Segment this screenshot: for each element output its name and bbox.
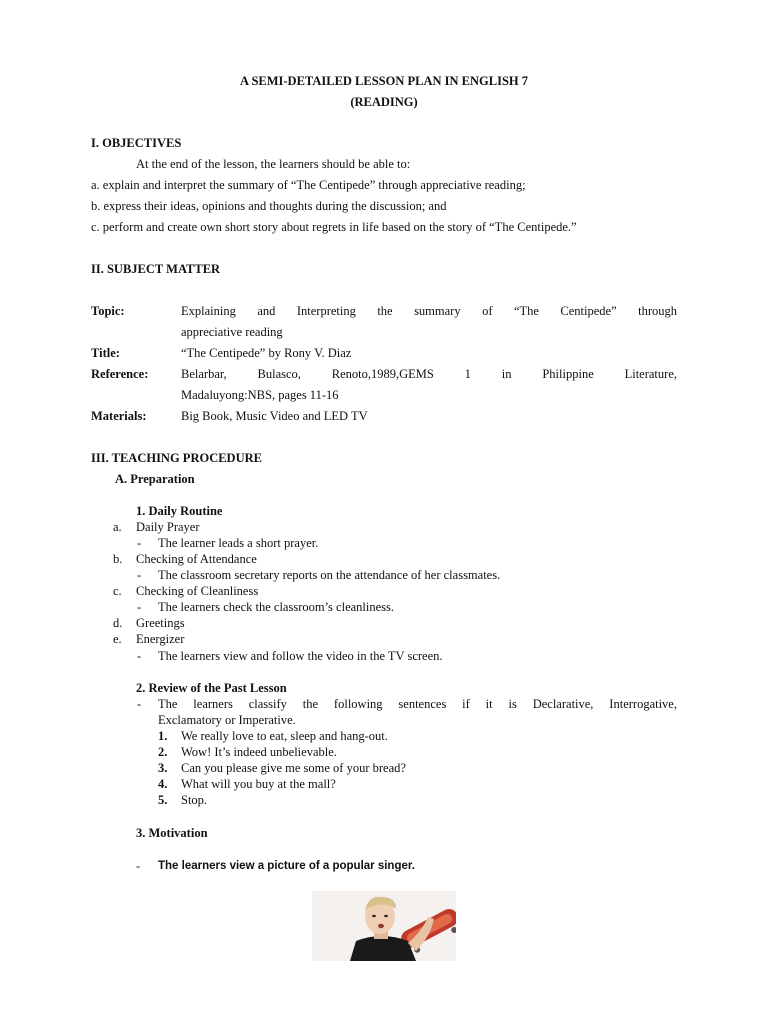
list-letter: e. [113,632,122,646]
section-preparation: A. Preparation [115,472,195,486]
routine-sub-item: The classroom secretary reports on the attendance of her classmates. [158,568,501,582]
topic-value: Explaining and Interpreting the summary of “The Centipede” through [181,304,677,318]
list-letter: a. [113,520,122,534]
sentence-number: 4. [158,777,168,791]
motivation-instruction: The learners view a picture of a popular singer. [158,860,415,872]
routine-sub-item: The learner leads a short prayer. [158,536,319,550]
materials-value: Big Book, Music Video and LED TV [181,409,368,423]
review-heading: 2. Review of the Past Lesson [136,681,287,695]
daily-routine-heading: 1. Daily Routine [136,504,223,518]
subject-matter-heading: II. SUBJECT MATTER [91,262,221,276]
objective-item: b. express their ideas, opinions and thoughts during the discussion; and [91,199,447,213]
review-sentence: Stop. [181,793,208,807]
review-sentence: Wow! It’s indeed unbelievable. [181,745,337,759]
dash-bullet: - [137,697,142,711]
document-subtitle: (READING) [350,95,418,109]
motivation-heading: 3. Motivation [136,826,208,840]
title-value: “The Centipede” by Rony V. Diaz [181,346,352,360]
review-instruction-cont: Exclamatory or Imperative. [158,713,296,727]
dash-bullet: - [137,568,142,582]
review-sentence: What will you buy at the mall? [181,777,336,791]
routine-sub-item: The learners check the classroom’s cleanliness. [158,600,395,614]
review-sentence: Can you please give me some of your bread? [181,761,406,775]
topic-value-cont: appreciative reading [181,325,283,339]
routine-item: Daily Prayer [136,520,200,534]
singer-photo [312,891,456,961]
list-letter: c. [113,584,122,598]
sentence-number: 5. [158,793,168,807]
materials-label: Materials: [91,409,147,423]
objectives-intro: At the end of the lesson, the learners should be able to: [136,157,411,171]
topic-label: Topic: [91,304,125,318]
routine-item: Checking of Attendance [136,552,257,566]
list-letter: d. [113,616,123,630]
dash-bullet: - [137,649,142,663]
sentence-number: 1. [158,729,168,743]
reference-label: Reference: [91,367,149,381]
objective-item: a. explain and interpret the summary of “The Centipede” through appreciative reading; [91,178,526,192]
sentence-number: 2. [158,745,168,759]
routine-item: Checking of Cleanliness [136,584,259,598]
routine-item: Greetings [136,616,185,630]
routine-sub-item: The learners view and follow the video in the TV screen. [158,649,443,663]
dash-bullet: - [137,536,142,550]
reference-value: Belarbar, Bulasco, Renoto,1989,GEMS 1 in Philippine Literature, [181,367,677,381]
reference-value-cont: Madaluyong:NBS, pages 11-16 [181,388,339,402]
objective-item: c. perform and create own short story about regrets in life based on the story of “The Centipede.” [91,220,577,234]
document-title: A SEMI-DETAILED LESSON PLAN IN ENGLISH 7 [239,74,529,88]
title-label: Title: [91,346,120,360]
list-letter: b. [113,552,123,566]
review-instruction: The learners classify the following sentences if it is Declarative, Interrogative, [158,697,677,711]
objectives-heading: I. OBJECTIVES [91,136,182,150]
dash-bullet: - [137,600,142,614]
review-sentence: We really love to eat, sleep and hang-out. [181,729,388,743]
procedure-heading: III. TEACHING PROCEDURE [91,451,262,465]
sentence-number: 3. [158,761,168,775]
singer-illustration [312,891,456,961]
routine-item: Energizer [136,632,185,646]
dash-bullet: - [136,859,141,873]
